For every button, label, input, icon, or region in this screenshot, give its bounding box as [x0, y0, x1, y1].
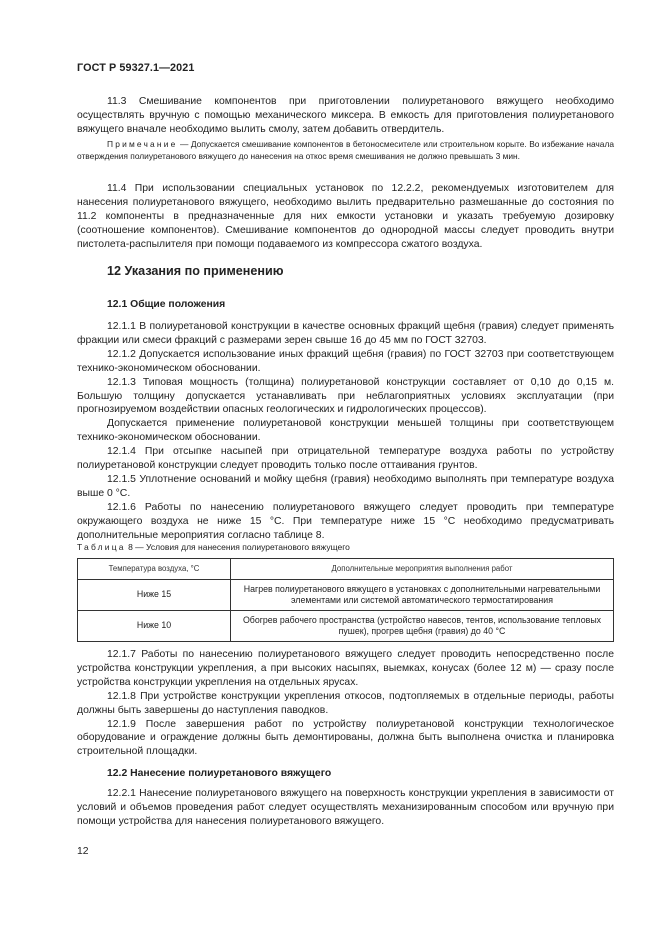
paragraph-12-1-9: 12.1.9 После завершения работ по устройству полиуретановой конструкции технологическое оборудование и ограждение должны быть демонтированы, должна быть выполнена очистка и планировка строительной площадки.	[77, 718, 614, 758]
section-12-1-body	[77, 320, 614, 543]
table-cell: Обогрев рабочего пространства (устройство навесов, тентов, использование тепловых пушек), прогрев щебня (гравия) до 40 °С	[231, 611, 614, 642]
table-label: Таблица	[77, 542, 126, 552]
paragraph-12-1-8: 12.1.8 При устройстве конструкции укрепления откосов, подтопляемых в отдельные периоды, работы должны быть завершены до наступления паводков.	[77, 690, 614, 716]
table-header-row	[78, 559, 614, 580]
table-caption-text: 8 — Условия для нанесения полиуретанового вяжущего	[125, 542, 350, 552]
paragraph-12-1-7: 12.1.7 Работы по нанесению полиуретанового вяжущего следует проводить непосредственно после устройства конструкции укрепления, а при высоких насыпях, выемках, конусах (более 12 м) — сразу после устройства конструкции укрепления на отдельных ярусах.	[77, 649, 614, 688]
paragraph-11-3	[77, 95, 614, 137]
table-header-cell: Дополнительные мероприятия выполнения работ	[231, 559, 614, 580]
paragraph-11-4	[77, 182, 614, 252]
paragraph-12-1-3: 12.1.3 Типовая мощность (толщина) полиуретановой конструкции составляет от 0,10 до 0,15 м. Большую толщину допускается устанавливать при неблагоприятных условиях эксплуатации (при прогнозируемом воздействии опасных геологических и гидрологических процессов).	[77, 376, 614, 416]
note-label: Примечание	[107, 139, 178, 149]
paragraph-12-1-4: 12.1.4 При отсыпке насыпей при отрицательной температуре воздуха работы по устройству полиуретановой конструкции следует проводить только после оттаивания грунтов.	[77, 446, 614, 472]
subsection-12-1-heading-block	[77, 299, 614, 310]
table-cell: Нагрев полиуретанового вяжущего в установках с дополнительными нагревательными элементами или системой автоматического термостатирования	[231, 580, 614, 611]
table-row	[78, 611, 614, 642]
paragraph-text: 11.4 При использовании специальных установок по 12.2.2, рекомендуемых изготовителем для нанесения полиуретанового вяжущего, необходимо вылить предварительно размешанные до состояния по 11.2 компоненты в предназначенные для них емкости установки и указать требуемую дозировку (соотношение компонентов). Смешивание компонентов до однородной массы следует проводить внутри пистолета-распылителя при помощи подаваемого из компрессора сжатого воздуха.	[77, 183, 614, 250]
subsection-12-2-heading-block	[77, 768, 614, 779]
paragraph-12-1-1: 12.1.1 В полиуретановой конструкции в качестве основных фракций щебня (гравия) следует применять фракции или смеси фракций с размерами зерен свыше 16 до 45 мм по ГОСТ 32703.	[77, 321, 614, 346]
subsection-12-2-heading: 12.2 Нанесение полиуретанового вяжущего	[107, 768, 332, 779]
table-cell: Ниже 15	[78, 580, 231, 611]
note	[77, 139, 614, 162]
paragraph-12-1-6: 12.1.6 Работы по нанесению полиуретанового вяжущего следует проводить при температуре окружающего воздуха не ниже 15 °С. При температуре ниже 15 °С необходимо предусматривать дополнительные мероприятия согласно таблице 8.	[77, 501, 614, 541]
note-text: — Допускается смешивание компонентов в бетоносмесителе или строительном корыте. Во избежание начала отверждения полиуретанового вяжущего до нанесения на откос время смешивания не должно превышать 3 мин.	[77, 139, 614, 161]
paragraph-12-1-2: 12.1.2 Допускается использование иных фракций щебня (гравия) по ГОСТ 32703 при соответствующем технико-экономическом обосновании.	[77, 348, 614, 374]
table-row	[78, 580, 614, 611]
table-8-wrapper	[77, 558, 614, 642]
paragraph-12-2-1: 12.2.1 Нанесение полиуретанового вяжущего на поверхность конструкции укрепления в зависимости от условий и объемов проведения работ следует осуществлять механизированным способом или вручную при помощи устройства для нанесения полиуретанового вяжущего.	[77, 788, 614, 827]
page-number: 12	[77, 846, 89, 857]
section-12-heading-block	[77, 264, 614, 278]
subsection-12-1-heading: 12.1 Общие положения	[107, 299, 226, 310]
paragraph-12-1-5: 12.1.5 Уплотнение оснований и мойку щебня (гравия) необходимо выполнять при температуре воздуха выше 0 °С.	[77, 473, 614, 499]
table-cell: Ниже 10	[78, 611, 231, 642]
table-caption	[77, 542, 614, 553]
paragraph-12-1-3b: Допускается применение полиуретановой конструкции меньшей толщины при соответствующем технико-экономическом обосновании.	[77, 418, 614, 444]
section-12-heading: 12 Указания по применению	[107, 264, 284, 278]
standard-header: ГОСТ Р 59327.1—2021	[77, 62, 195, 74]
paragraph-12-2-1-block	[77, 787, 614, 829]
table-8	[77, 558, 614, 642]
table-header-cell: Температура воздуха, °С	[78, 559, 231, 580]
section-12-1-body-continued	[77, 648, 614, 759]
paragraph-text: 11.3 Смешивание компонентов при приготовлении полиуретанового вяжущего необходимо осуществлять вручную с помощью механического миксера. В емкость для приготовления полиуретанового вяжущего вначале необходимо вылить смолу, затем добавить отвердитель.	[77, 96, 614, 135]
